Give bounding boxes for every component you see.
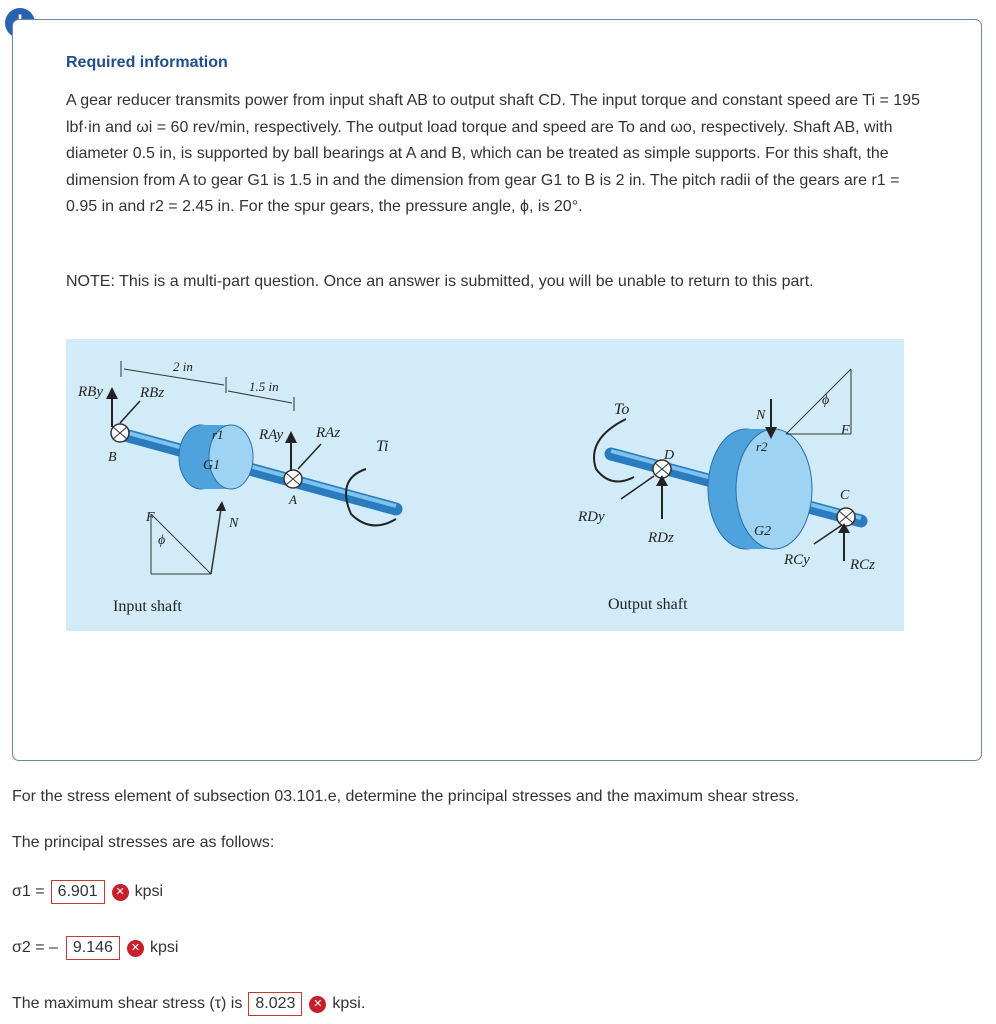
label-rbz: RBz: [140, 385, 165, 401]
label-f-input: F: [146, 510, 155, 525]
label-r1: r1: [212, 427, 224, 442]
tau-unit: kpsi.: [332, 995, 366, 1012]
sigma1-answer-field[interactable]: 6.901: [51, 880, 105, 904]
label-rdz: RDz: [648, 530, 674, 546]
label-g1: G1: [203, 458, 221, 473]
label-g2: G2: [754, 524, 772, 539]
output-shaft-drawing: [577, 369, 875, 613]
multipart-note: NOTE: This is a multi-part question. Once an answer is submitted, you will be unable to return to this part.: [66, 273, 814, 290]
output-shaft-caption: Output shaft: [608, 596, 688, 613]
sigma1-label: σ1 =: [12, 883, 45, 900]
input-shaft-drawing: [77, 359, 396, 615]
label-dim-2in: 2 in: [173, 359, 193, 374]
label-raz: RAz: [316, 425, 341, 441]
principal-stresses-lead: The principal stresses are as follows:: [12, 834, 275, 851]
label-rcy: RCy: [784, 552, 810, 568]
gear-reducer-figure: [66, 339, 904, 631]
label-rcz: RCz: [850, 557, 876, 573]
label-to: To: [614, 401, 630, 418]
label-a: A: [289, 492, 297, 507]
label-d: D: [664, 448, 675, 463]
label-f-output: F: [841, 423, 850, 438]
problem-statement: A gear reducer transmits power from input shaft AB to output shaft CD. The input torque and constant speed are Ti = 195 lbf·in and ωi = 60 rev/min, respectively. The output load torque and speed are To and ωo, respectively. Shaft AB, with diameter 0.5 in, is supported by ball bearings at A and B, which can be treated as simple supports. For this shaft, the dimension from A to gear G1 is 1.5 in and the dimension from gear G1 to B is 2 in. The pitch radii of the gears are r1 = 0.95 in and r2 = 2.45 in. For the spur gears, the pressure angle, ϕ, is 20°.: [66, 92, 920, 215]
tau-row: [12, 992, 365, 1016]
label-rdy: RDy: [578, 509, 605, 525]
label-dim-15in: 1.5 in: [249, 379, 279, 394]
sigma1-unit: kpsi: [134, 883, 164, 900]
label-phi-output: ϕ: [822, 393, 830, 408]
label-n-output: N: [756, 408, 766, 423]
sigma1-row: [12, 880, 163, 904]
sigma2-unit: kpsi: [149, 939, 179, 956]
info-title: Required information: [66, 54, 228, 71]
sigma2-answer-field[interactable]: 9.146: [66, 936, 120, 960]
tau-prefix: The maximum shear stress (τ) is: [12, 995, 243, 1012]
label-n-input: N: [229, 516, 239, 531]
label-phi-input: ϕ: [158, 533, 166, 548]
label-c: C: [840, 488, 850, 503]
tau-answer-field[interactable]: 8.023: [248, 992, 302, 1016]
label-ray: RAy: [259, 427, 284, 443]
label-rby: RBy: [78, 384, 103, 400]
sigma2-label: σ2 = –: [12, 939, 58, 956]
incorrect-icon: ✕: [309, 996, 326, 1013]
input-shaft-caption: Input shaft: [113, 598, 182, 615]
incorrect-icon: ✕: [127, 940, 144, 957]
shaft-diagram: [66, 339, 904, 631]
label-ti: Ti: [376, 438, 389, 455]
sigma2-row: [12, 936, 178, 960]
incorrect-icon: ✕: [112, 884, 129, 901]
label-b: B: [108, 450, 117, 465]
question-prompt: For the stress element of subsection 03.101.e, determine the principal stresses and the maximum shear stress.: [12, 788, 800, 805]
label-r2: r2: [756, 439, 768, 454]
